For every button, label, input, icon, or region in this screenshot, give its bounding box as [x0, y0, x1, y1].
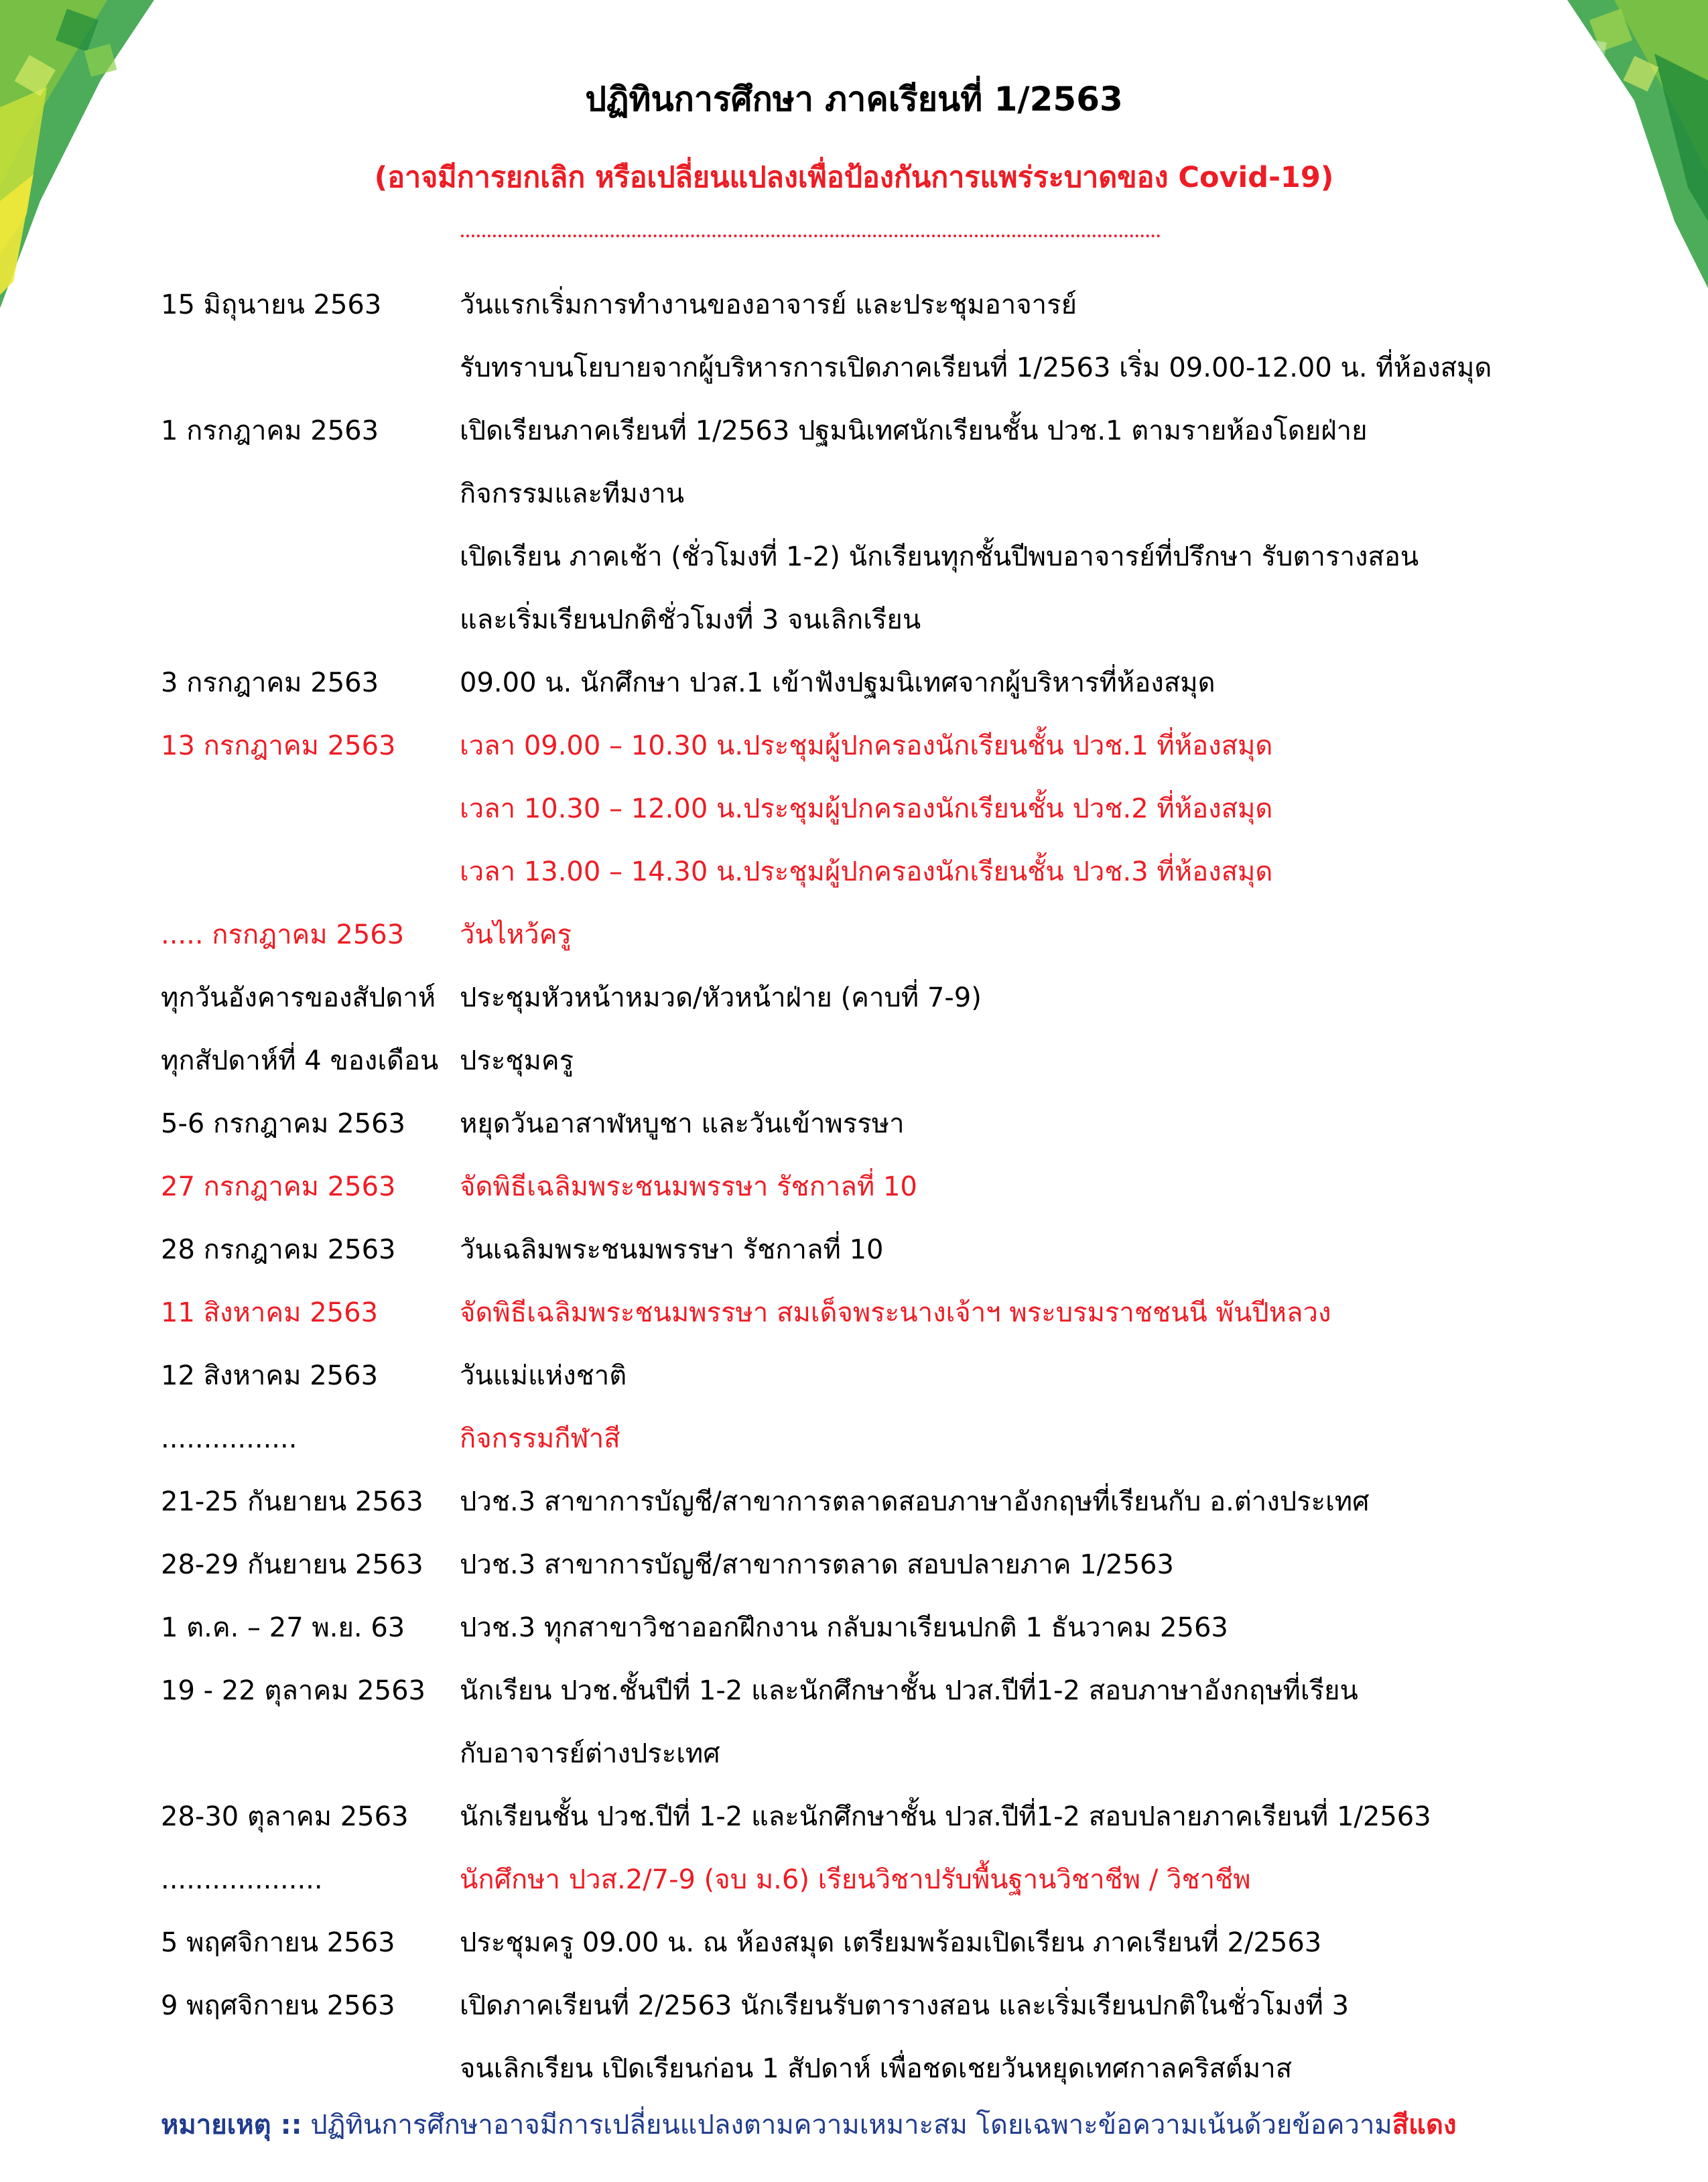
schedule-line: ปวช.3 สาขาการบัญชี/สาขาการตลาด สอบปลายภาค 1/2563 — [460, 1549, 1174, 1580]
schedule-row — [161, 1911, 1541, 1974]
schedule-line: ปวช.3 สาขาการบัญชี/สาขาการตลาดสอบภาษาอังกฤษที่เรียนกับ อ.ต่างประเทศ — [460, 1486, 1370, 1517]
schedule-row — [161, 399, 1541, 651]
footnote-emphasis: สีแดง — [1392, 2110, 1457, 2140]
schedule-line: นักเรียน ปวช.ชั้นปีที่ 1-2 และนักศึกษาชั้น ปวส.ปีที่1-2 สอบภาษาอังกฤษที่เรียน — [460, 1675, 1358, 1706]
schedule-row — [161, 1344, 1541, 1407]
footnote-text: ปฏิทินการศึกษาอาจมีการเปลี่ยนแปลงตามความเหมาะสม โดยเฉพาะข้อความเน้นด้วยข้อความ — [302, 2110, 1392, 2140]
schedule-description — [460, 903, 1541, 966]
schedule-date: 21-25 กันยายน 2563 — [161, 1486, 423, 1517]
schedule-line: จัดพิธีเฉลิมพระชนมพรรษา รัชกาลที่ 10 — [460, 1171, 917, 1202]
schedule-line: ปวช.3 ทุกสาขาวิชาออกฝึกงาน กลับมาเรียนปกติ 1 ธันวาคม 2563 — [460, 1612, 1228, 1643]
schedule-row — [161, 1155, 1541, 1218]
schedule-date: 11 สิงหาคม 2563 — [161, 1297, 379, 1328]
schedule-line: ประชุมครู 09.00 น. ณ ห้องสมุด เตรียมพร้อมเปิดเรียน ภาคเรียนที่ 2/2563 — [460, 1927, 1322, 1958]
page-title: ปฏิทินการศึกษา ภาคเรียนที่ 1/2563 — [585, 80, 1123, 119]
schedule-description — [460, 1281, 1541, 1344]
schedule-date: 28-29 กันยายน 2563 — [161, 1549, 423, 1580]
schedule-description — [460, 1785, 1541, 1848]
footnote — [161, 2094, 1568, 2157]
schedule-line: เวลา 09.00 – 10.30 น.ประชุมผู้ปกครองนักเรียนชั้น ปวช.1 ที่ห้องสมุด — [460, 730, 1273, 761]
footnote-label: หมายเหตุ :: — [161, 2110, 302, 2140]
decorative-corner-left — [0, 0, 154, 308]
schedule-date: 28-30 ตุลาคม 2563 — [161, 1801, 409, 1832]
schedule-description — [460, 1155, 1541, 1218]
schedule-line: ประชุมหัวหน้าหมวด/หัวหน้าฝ่าย (คาบที่ 7-9) — [460, 982, 982, 1013]
schedule-row — [161, 1659, 1541, 1785]
schedule-line: กิจกรรมและทีมงาน — [460, 478, 685, 509]
schedule-line: รับทราบนโยบายจากผู้บริหารการเปิดภาคเรียนที่ 1/2563 เริ่ม 09.00-12.00 น. ที่ห้องสมุด — [460, 352, 1492, 383]
schedule-description — [460, 1533, 1541, 1596]
decorative-corner-right — [1554, 0, 1708, 288]
schedule-line: กับอาจารย์ต่างประเทศ — [460, 1738, 720, 1769]
schedule-row — [161, 1533, 1541, 1596]
schedule-description — [460, 1029, 1541, 1092]
schedule-row — [161, 1596, 1541, 1659]
dotted-divider — [461, 235, 1161, 237]
schedule-line: วันแม่แห่งชาติ — [460, 1360, 627, 1391]
schedule-description — [460, 966, 1541, 1029]
schedule-row — [161, 651, 1541, 714]
schedule-line: เวลา 13.00 – 14.30 น.ประชุมผู้ปกครองนักเรียนชั้น ปวช.3 ที่ห้องสมุด — [460, 856, 1273, 887]
schedule-description — [460, 1407, 1541, 1470]
schedule-row — [161, 1470, 1541, 1533]
schedule-description — [460, 714, 1541, 903]
schedule-description — [460, 1092, 1541, 1155]
schedule-description — [460, 1470, 1541, 1533]
schedule-date: 9 พฤศจิกายน 2563 — [161, 1990, 395, 2021]
schedule-date: ทุกสัปดาห์ที่ 4 ของเดือน — [161, 1045, 439, 1076]
schedule-description — [460, 1344, 1541, 1407]
schedule-row — [161, 1848, 1541, 1911]
schedule-line: ประชุมครู — [460, 1045, 574, 1076]
schedule-row — [161, 1092, 1541, 1155]
schedule-date: 5-6 กรกฎาคม 2563 — [161, 1108, 405, 1139]
schedule-line: นักศึกษา ปวส.2/7-9 (จบ ม.6) เรียนวิชาปรับพื้นฐานวิชาชีพ / วิชาชีพ — [460, 1864, 1251, 1895]
schedule-line: จัดพิธีเฉลิมพระชนมพรรษา สมเด็จพระนางเจ้าฯ พระบรมราชชนนี พันปีหลวง — [460, 1297, 1331, 1328]
schedule-row — [161, 273, 1541, 399]
schedule-date: ................... — [161, 1864, 323, 1895]
schedule-line: เปิดเรียน ภาคเช้า (ชั่วโมงที่ 1-2) นักเรียนทุกชั้นปีพบอาจารย์ที่ปรึกษา รับตารางสอน — [460, 541, 1419, 572]
schedule-line: วันเฉลิมพระชนมพรรษา รัชกาลที่ 10 — [460, 1234, 884, 1265]
schedule-row — [161, 1785, 1541, 1848]
schedule-description — [460, 1911, 1541, 1974]
schedule-date: ทุกวันอังคารของสัปดาห์ — [161, 982, 436, 1013]
schedule-line: วันแรกเริ่มการทำงานของอาจารย์ และประชุมอาจารย์ — [460, 290, 1077, 320]
schedule-date: 12 สิงหาคม 2563 — [161, 1360, 379, 1391]
schedule-line: นักเรียนชั้น ปวช.ปีที่ 1-2 และนักศึกษาชั้น ปวส.ปีที่1-2 สอบปลายภาคเรียนที่ 1/2563 — [460, 1801, 1431, 1832]
schedule-line: เวลา 10.30 – 12.00 น.ประชุมผู้ปกครองนักเรียนชั้น ปวช.2 ที่ห้องสมุด — [460, 793, 1273, 824]
schedule-row — [161, 1407, 1541, 1470]
schedule-date: 28 กรกฎาคม 2563 — [161, 1234, 396, 1265]
schedule-line: 09.00 น. นักศึกษา ปวส.1 เข้าฟังปฐมนิเทศจากผู้บริหารที่ห้องสมุด — [460, 667, 1216, 698]
schedule-description — [460, 1659, 1541, 1785]
schedule-line: กิจกรรมกีฬาสี — [460, 1423, 620, 1454]
schedule-row — [161, 1281, 1541, 1344]
schedule-row — [161, 966, 1541, 1029]
schedule-date: 15 มิถุนายน 2563 — [161, 290, 382, 320]
schedule-row — [161, 1974, 1541, 2100]
schedule-date: ..... กรกฎาคม 2563 — [161, 919, 405, 950]
schedule-date: 5 พฤศจิกายน 2563 — [161, 1927, 395, 1958]
schedule-date: 1 กรกฎาคม 2563 — [161, 415, 379, 446]
schedule-list — [161, 273, 1541, 2100]
schedule-line: วันไหว้ครู — [460, 919, 572, 950]
schedule-description — [460, 1974, 1541, 2100]
schedule-description — [460, 1218, 1541, 1281]
schedule-row — [161, 1029, 1541, 1092]
schedule-row — [161, 903, 1541, 966]
schedule-line: และเริ่มเรียนปกติชั่วโมงที่ 3 จนเลิกเรียน — [460, 604, 921, 635]
schedule-description — [460, 273, 1541, 399]
schedule-date: 1 ต.ค. – 27 พ.ย. 63 — [161, 1612, 405, 1643]
schedule-date: ................ — [161, 1423, 298, 1454]
schedule-line: หยุดวันอาสาฬหบูชา และวันเข้าพรรษา — [460, 1108, 905, 1139]
schedule-description — [460, 651, 1541, 714]
page-subtitle: (อาจมีการยกเลิก หรือเปลี่ยนแปลงเพื่อป้องกันการแพร่ระบาดของ Covid-19) — [374, 161, 1334, 194]
schedule-description — [460, 1596, 1541, 1659]
schedule-description — [460, 399, 1541, 651]
schedule-date: 27 กรกฎาคม 2563 — [161, 1171, 396, 1202]
schedule-row — [161, 1218, 1541, 1281]
schedule-date: 19 - 22 ตุลาคม 2563 — [161, 1675, 425, 1706]
schedule-line: เปิดเรียนภาคเรียนที่ 1/2563 ปฐมนิเทศนักเรียนชั้น ปวช.1 ตามรายห้องโดยฝ่าย — [460, 415, 1368, 446]
schedule-date: 3 กรกฎาคม 2563 — [161, 667, 379, 698]
schedule-description — [460, 1848, 1541, 1911]
schedule-line: จนเลิกเรียน เปิดเรียนก่อน 1 สัปดาห์ เพื่อชดเชยวันหยุดเทศกาลคริสต์มาส — [460, 2053, 1293, 2084]
schedule-date: 13 กรกฎาคม 2563 — [161, 730, 396, 761]
schedule-row — [161, 714, 1541, 903]
schedule-line: เปิดภาคเรียนที่ 2/2563 นักเรียนรับตารางสอน และเริ่มเรียนปกติในชั่วโมงที่ 3 — [460, 1990, 1350, 2021]
